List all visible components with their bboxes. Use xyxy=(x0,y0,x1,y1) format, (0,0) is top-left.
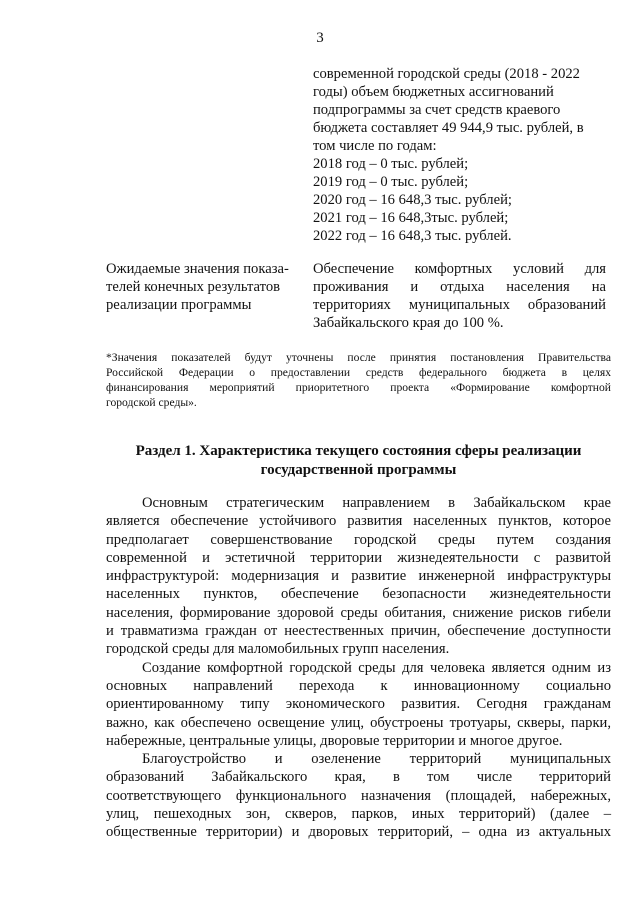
indicator-value-line: Обеспечение комфортных условий для xyxy=(313,261,606,277)
section-heading-line: государственной программы xyxy=(260,462,457,478)
paragraph-line: основных направлений перехода к инновационному социально xyxy=(106,677,611,694)
paragraph-line: населенных пунктов, обеспечение безопасности жизнедеятельности xyxy=(106,586,611,603)
section-heading-line: Раздел 1. Характеристика текущего состояния сферы реализации xyxy=(135,443,582,459)
paragraph-line: современной и эстетичной территории жизнедеятельности с развитой xyxy=(106,549,611,566)
paragraph xyxy=(106,659,611,750)
indicator-value-line: Забайкальского края до 100 %. xyxy=(313,315,504,331)
indicator-value-line: проживания и отдыха населения на xyxy=(313,279,606,295)
paragraph-line: общественные территории) и дворовых территорий, – одна из актуальных xyxy=(106,824,611,841)
paragraph-line: Благоустройство и озеленение территорий муниципальных xyxy=(142,751,611,768)
paragraph-line: образований Забайкальского края, в том числе территорий xyxy=(106,769,611,786)
indicator-label-line: телей конечных результатов xyxy=(106,279,281,295)
section-body xyxy=(106,494,611,842)
budget-year-line: 2021 год – 16 648,3тыс. рублей; xyxy=(313,210,509,226)
paragraph-line: инфраструктурой: модернизация и развитие инженерной инфраструктуры xyxy=(106,568,611,585)
paragraph-line: набережные, центральные улицы, дворовые территории и многое другое. xyxy=(106,732,563,749)
budget-year-line: 2020 год – 16 648,3 тыс. рублей; xyxy=(313,192,512,208)
indicator-label xyxy=(106,260,302,314)
budget-line: том числе по годам: xyxy=(313,138,437,154)
budget-line: современной городской среды (2018 - 2022 xyxy=(313,66,580,82)
paragraph xyxy=(106,750,611,841)
paragraph-line: Основным стратегическим направлением в Забайкальском крае xyxy=(142,495,611,511)
budget-year-line: 2018 год – 0 тыс. рублей; xyxy=(313,156,469,172)
footnote xyxy=(106,350,611,410)
budget-line: бюджета составляет 49 944,9 тыс. рублей, в xyxy=(313,120,584,136)
indicator-value xyxy=(313,260,606,332)
page-number: 3 xyxy=(316,30,324,46)
budget-line: подпрограммы за счет средств краевого xyxy=(313,102,561,118)
indicator-value-line: территориях муниципальных образований xyxy=(313,297,606,313)
paragraph-line: Создание комфортной городской среды для человека является одним из xyxy=(142,659,611,676)
paragraph-line: и травматизма граждан от неестественных причин, обеспечение доступности xyxy=(106,623,611,640)
footnote-line: городской среды». xyxy=(106,396,197,409)
budget-line: годы) объем бюджетных ассигнований xyxy=(313,84,554,100)
footnote-line: Российской Федерации о предоставлении средств федерального бюджета в целях xyxy=(106,366,611,379)
paragraph xyxy=(106,494,611,659)
paragraph-line: соответствующего функционального назначения (площадей, набережных, xyxy=(106,787,611,804)
paragraph-line: является обеспечение устойчивого развития населенных пунктов, которое xyxy=(106,513,611,530)
section-heading xyxy=(106,442,611,480)
budget-year-line: 2019 год – 0 тыс. рублей; xyxy=(313,174,469,190)
budget-year-line: 2022 год – 16 648,3 тыс. рублей. xyxy=(313,228,512,244)
paragraph-line: улиц, пешеходных зон, скверов, парков, иных территорий) (далее – xyxy=(106,806,611,823)
paragraph-line: населения, формирование здоровой среды обитания, снижение рисков гибели xyxy=(106,604,611,621)
indicator-label-line: Ожидаемые значения показа- xyxy=(106,261,289,277)
paragraph-line: городской среды для маломобильных групп населения. xyxy=(106,641,450,658)
indicator-label-line: реализации программы xyxy=(106,297,252,313)
footnote-line: *Значения показателей будут уточнены после принятия постановления Правительства xyxy=(106,351,611,364)
paragraph-line: ориентированному типу экономического развития. Сегодня гражданам xyxy=(106,696,611,713)
budget-allocation-text xyxy=(313,65,613,245)
paragraph-line: важно, как обеспечено освещение улиц, обустроены тротуары, скверы, парки, xyxy=(106,714,611,731)
paragraph-line: предполагает совершенствование городской среды путем создания xyxy=(106,531,611,548)
footnote-line: финансирования мероприятий приоритетного проекта «Формирование комфортной xyxy=(106,381,611,394)
